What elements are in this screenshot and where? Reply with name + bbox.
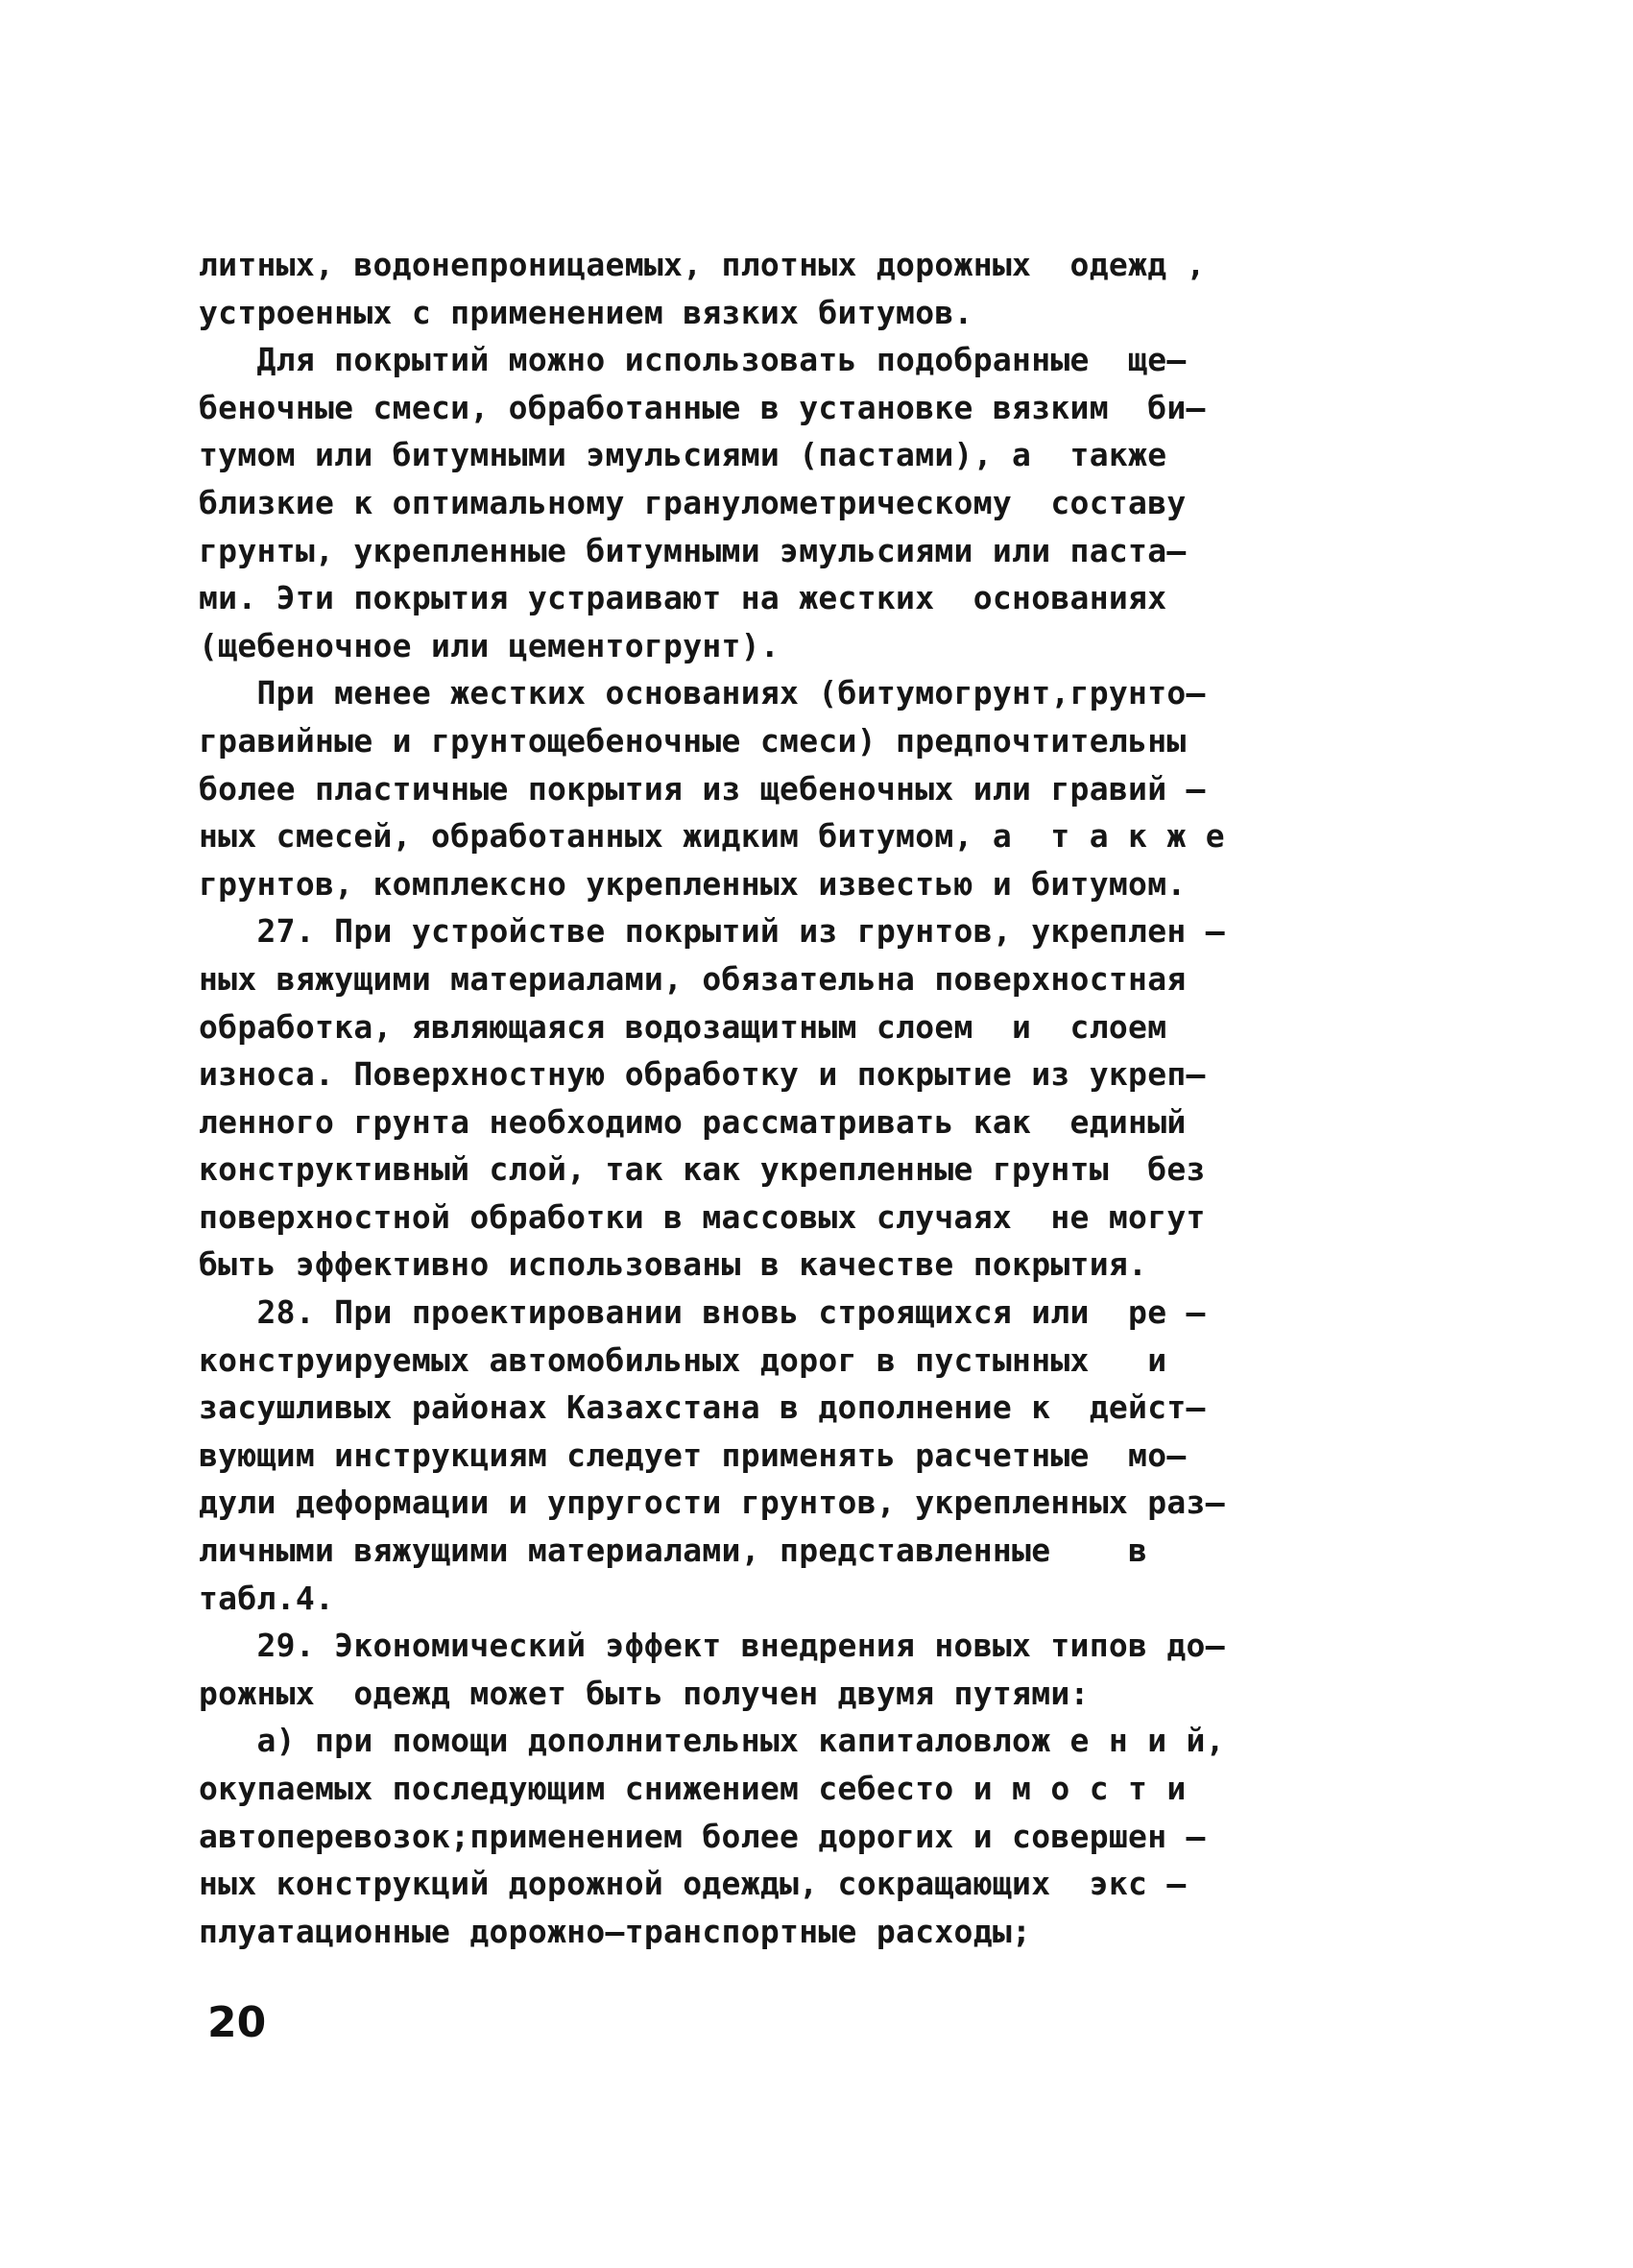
text-line: беночные смеси, обработанные в установке вязким би– [199,388,1206,426]
text-line: окупаемых последующим снижением себесто и м о с т и [199,1770,1187,1807]
text-line: плуатационные дорожно–транспортные расходы; [199,1912,1032,1950]
text-line: тумом или битумными эмульсиями (пастами), а также [199,436,1167,474]
text-line: близкие к оптимальному гранулометрическому составу [199,483,1187,521]
text-line: ных смесей, обработанных жидким битумом, а т а к ж е [199,817,1225,856]
body-text [199,241,1447,1955]
text-line: засушливых районах Казахстана в дополнение к дейст– [199,1388,1206,1427]
text-line: поверхностной обработки в массовых случаях не могут [199,1197,1206,1236]
text-line: дули деформации и упругости грунтов, укрепленных раз– [199,1484,1225,1522]
text-line: ных вяжущими материалами, обязательна поверхностная [199,959,1187,998]
text-line: а) при помощи дополнительных капиталовлож е н и й, [199,1722,1225,1760]
text-line: ных конструкций дорожной одежды, сокращающих экс – [199,1865,1187,1903]
page-number: 20 [207,1998,267,2047]
text-line: быть эффективно использованы в качестве покрытия. [199,1245,1148,1284]
text-line: износа. Поверхностную обработку и покрытие из укреп– [199,1055,1206,1094]
text-line: вующим инструкциям следует применять расчетные мо– [199,1436,1187,1474]
text-line: рожных одежд может быть получен двумя путями: [199,1674,1090,1712]
text-line: автоперевозок;применением более дорогих и совершен – [199,1817,1206,1855]
text-line: конструируемых автомобильных дорог в пустынных и [199,1340,1167,1379]
text-line: более пластичные покрытия из щебеночных или гравий – [199,769,1206,808]
text-line: гравийные и грунтощебеночные смеси) предпочтительны [199,721,1187,760]
text-line: ленного грунта необходимо рассматривать как единый [199,1102,1187,1141]
text-line: конструктивный слой, так как укрепленные грунты без [199,1150,1206,1189]
text-line: При менее жестких основаниях (битумогрунт,грунто– [199,674,1206,712]
text-line: личными вяжущими материалами, представленные в [199,1532,1148,1570]
text-line: устроенных с применением вязких битумов. [199,293,973,331]
text-line: грунты, укрепленные битумными эмульсиями или паста– [199,531,1187,569]
text-line: обработка, являющаяся водозащитным слоем и слоем [199,1007,1167,1046]
text-line: ми. Эти покрытия устраивают на жестких основаниях [199,579,1167,617]
text-line: грунтов, комплексно укрепленных известью и битумом. [199,864,1187,903]
text-line: 27. При устройстве покрытий из грунтов, укреплен – [199,912,1225,951]
text-line: (щебеночное или цементогрунт). [199,626,780,664]
text-line: литных, водонепроницаемых, плотных дорожных одежд , [199,246,1206,283]
text-line: Для покрытий можно использовать подобранные ще– [199,341,1187,379]
text-line: 28. При проектировании вновь строящихся или ре – [199,1293,1206,1332]
text-line: 29. Экономический эффект внедрения новых типов до– [199,1627,1225,1665]
text-line: табл.4. [199,1579,335,1617]
